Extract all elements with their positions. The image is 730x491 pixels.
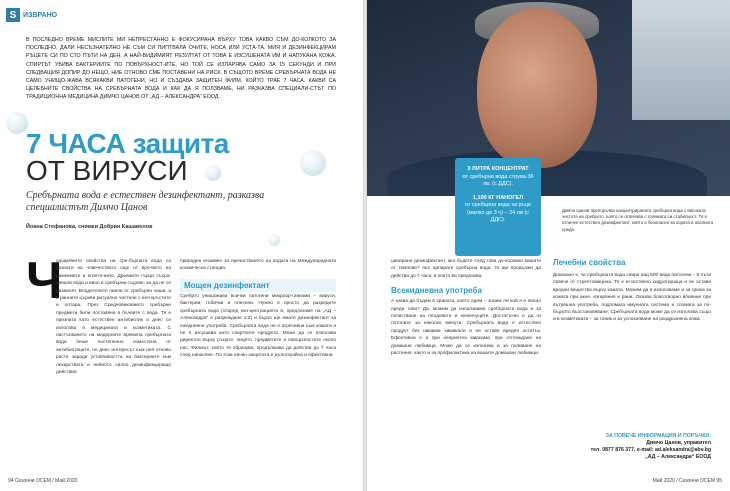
column-text: А каква да бъдем в храната, която ядем – знаем ли кой я е пипал преди това? Да, можем да използваме сребърната вода и за почистване на плодовете и зеленчуците. Достатъчно е да ги потопите за няколко минути. Сребърната вода е естествен продукт без никакви химикали и не оставя вреден остатък. Ефективна е и при неприятна миризма, при отглеждане на домашни любимци. Може да се използва и за поливане на растения, както и за профилактика на вашите домашни любимци.: [391, 299, 541, 357]
right-page: [367, 0, 730, 491]
water-drop: [6, 112, 28, 134]
section-heading: Лечебни свойства: [553, 258, 626, 267]
section-heading: Всекидневна употреба: [391, 286, 482, 296]
contact-name: Димчо Цанов, управител: [646, 440, 711, 446]
page-number: 94 Сезонни ОСЕМ / Май 2020: [8, 478, 78, 484]
intro-paragraph: В ПОСЛЕДНО ВРЕМЕ МИСЛИТЕ МИ НЕПРЕСТАННО Е ФОКУСИРАНА ВЪРХУ ТОВА КАКВО СЪМ ДО-КОЛКОТО ЗА ПОСЛЕДНО, ДАЛИ НЕСЪЗНАТЕЛНО НЕ СЪМ СИ ПИПТВАЛА ОЧИТЕ, НОСА ИЛИ УСТА-ТА. МИЯ И ДЕЗИНФЕКЦИРАМ РЪЦЕТЕ СИ ПО СТО ПЪТИ НА ДЕН. А НАЙ-ВИДИМИЯТ РЕЗУЛТАТ ОТ ТОВА Е ИЗСУШЕНАТА ИМ И НАПУКАНА КОЖА. СПИРТЪТ УБИВА БАКТЕРИИТЕ ПО ПОВЪРХНОСТ-ИТЕ, НО ТОЙ СЕ ИЗПАРЯВА САМО ЗА 15 СЕКУНДИ И ПРИ СЛЕДВАЩИЯ ДОПИР ДО НЕЩО, НИЕ ОТНОВО СМЕ ПОСТАВЕНИ НА РИСК. В СЪЩОТО ВРЕМЕ СРЕБЪРНАТА ВОДА НЕ САМО УНИЩО-ЖАВА ВСЯКАКВИ ПАТОГЕНИ, НО И СЪЗДАВА ЗАЩИТЕН ФИЛМ, КОЙТО ТРАЕ 7 ЧАСА. КАКВИ СА ЦЕЛЕБНИТЕ СВОЙСТВА НА СРЕБЪРНАТА ВОДА И КАК ДА Я ПОЛЗВАМЕ, НИ РАЗКАЗВА СПЕЦИАЛИ-СТЪТ ПО ТРАДИЦИОННА МЕДИЦИНА ДИМЧО ЦАНОВ ОТ „АД – АЛЕКСАНДРА“ ЕООД.: [26, 37, 336, 101]
section-icon: S: [6, 8, 20, 22]
contact-title: ЗА ПОВЕЧЕ ИНФОРМАЦИЯ И ПОРЪЧКИ:: [605, 433, 711, 439]
contact-box: [553, 433, 711, 461]
subtitle: Сребърната вода е естествен дезинфектант, разказва специалистът Димчо Цанов: [26, 190, 265, 213]
byline: Йоана Стефанова, снимки Добрин Кашавелов: [26, 224, 153, 230]
article-column-2: Сребрто унищожава всички патогени микроор-ганизми – вируси, бактерии, гъбички и плесени. Нужно е просто да разредите сребърната вода (според кон-центрацията ѝ, предлагаме на „АД – Александра“ е разреждане 1:2) и бързо ще имате дезинфектант за ежедневна употреба. Сребърната вода не е агресивна към кожата и не я изсушава като спиртните продукти. Може да се използва директно върху ръцете, лицето, предметите и повърхностите около нас. Филмът, който тя образува, продължава да действа до 7 часа след нанасяне. По този начин защитата е дълготрайна и ефективна.: [180, 294, 336, 359]
article-column-3: [391, 258, 541, 473]
contact-phone: тел. 0877 876 377, e-mail: ad.aleksandra@abv.bg: [590, 447, 711, 453]
photo-caption: Димчо Цанов препоръчва концентрираната сребърна вода с високата чистота на среброто, която се отличава с голямата си стабилност. Тя е отличен естествен дезинфектант, който е безопасен за хората и околната среда.: [562, 208, 714, 232]
callout-line: 1,100 КГ НАНОГЕЛ: [472, 194, 524, 201]
headline-line2: ОТ ВИРУСИ: [26, 155, 188, 186]
left-page: [0, 0, 363, 491]
water-drop: [300, 150, 326, 176]
callout-line: от сребърна вода за ръце (малко до 3 ч) – 24 лв (с ДДС).: [464, 202, 532, 223]
callout-line: 3 ЛИТРА КОНЦЕНТРАТ: [467, 166, 529, 172]
section-label: ИЗВРАНО: [23, 11, 58, 19]
headline-line1: 7 ЧАСА защита: [26, 128, 229, 159]
water-drop: [268, 234, 280, 246]
face-shape: [477, 8, 597, 168]
callout-line: от сребърна вода струва 36 лв. (с ДДС).: [462, 173, 534, 187]
page-number: Май 2020 / Сезонни ОСЕМ 95: [652, 478, 722, 484]
section-heading: Мощен дезинфектант: [180, 279, 336, 292]
article-column-2-top: природен ензимен за пречистването на водата на Международната космическа станция.: [180, 259, 336, 272]
column-text: ципиране дезинфектант, ако бъдете след това до-косвани вашите от темпове? Ако ципирате сребърна вода, тя ще продължи да действа до 7 часа, в които ви предпазва.: [391, 259, 541, 279]
article-column-4: Доказано е, че сребърната вода спира над 500 вида патогени – 8 пъти повече от стрептомицина. Тя е естествено хидратираща и не оставя вредни вещества върху кожата. Можем да я използваме и за грижа за кожата при акне, изгаряния и рани. Оказва благотворно влияние при вътрешна употреба, подпомага имунната система и спомага за по-бързото възстановяване. Сребърната вода може да се използва също и в козметиката – за тоник и за успокояване на раздразнена кожа.: [553, 273, 711, 323]
article-column-1: [26, 252, 171, 458]
window-background: [632, 0, 730, 120]
water-drop: [205, 165, 221, 181]
portrait-photo: [367, 0, 730, 196]
section-tag: [6, 8, 57, 22]
column-text: удодейните свойства на сре-бърната вода са познати на човечеството още от вре-мето на рамкемите и египтя-ните. Древните гърци съхра-нявали вода и вино в сребърни съдове, за да не се развалят. Владетелите пиели от сребърни чаши, а в ранните църкви ритуално чистели с нея кръстите и олтара. През Средновековието сребърни предмети били поставяни в бъчвите с вода. Тя е призната като естествен антибиотик и днес се използва в медицината и козметиката. С настъпването на модерните времена сребърната вода беше постепенно изместена от антибиотиците, но днес интересът към нея отново расте заради устойчивостта на бактериите към лекарствата и нейното силно дезинфекциращо действие.: [56, 259, 171, 376]
contact-company: „АД – Александра“ ЕООД: [645, 454, 711, 460]
price-callout: [455, 158, 541, 256]
drop-cap: Ч: [26, 252, 63, 310]
